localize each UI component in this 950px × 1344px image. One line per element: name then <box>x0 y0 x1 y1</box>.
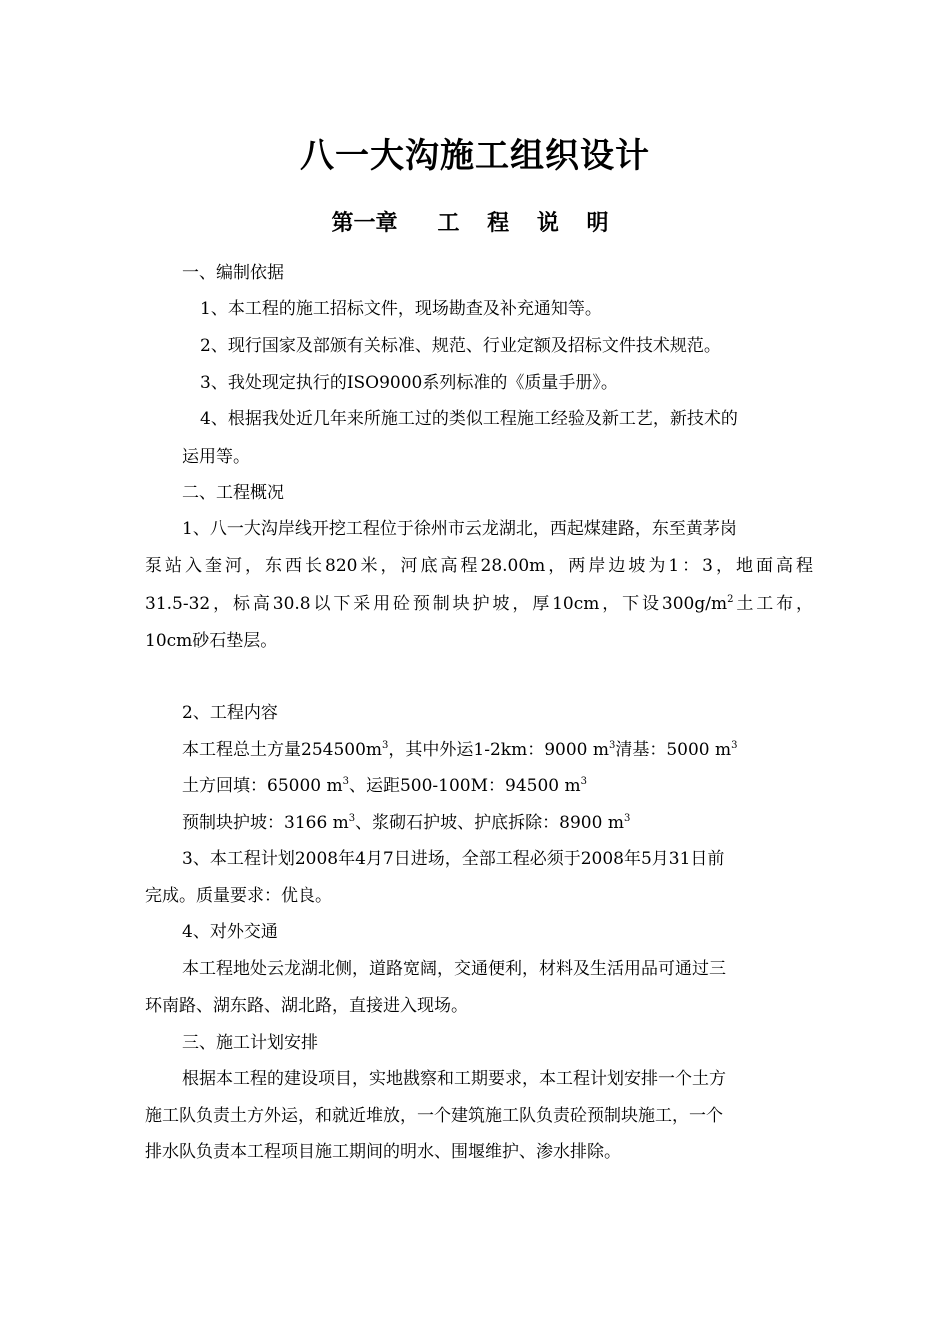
section-heading-content: 2、工程内容 <box>182 703 278 723</box>
traffic-line1: 本工程地处云龙湖北侧，道路宽阔，交通便利，材料及生活用品可通过三 <box>182 959 726 979</box>
document-title: 八一大沟施工组织设计 <box>300 136 650 176</box>
basis-item-4-line2: 运用等。 <box>182 447 250 467</box>
cube-superscript: 3 <box>608 740 616 751</box>
haul-volume: 、运距500-100M：94500 m <box>348 776 581 796</box>
precast-volume: 预制块护坡：3166 m <box>182 813 349 833</box>
content-line3 <box>182 812 862 834</box>
section-heading-plan: 三、施工计划安排 <box>182 1033 318 1053</box>
total-earthwork: 本工程总土方量254500m <box>182 740 383 760</box>
clearing-volume: 清基：5000 m <box>615 740 732 760</box>
cube-superscript: 3 <box>382 740 389 751</box>
demolition-volume: 、浆砌石护坡、护底拆除：8900 m <box>355 813 624 833</box>
cube-superscript: 3 <box>731 740 738 751</box>
content-line1 <box>182 739 862 761</box>
basis-item-2: 2、现行国家及部颁有关标准、规范、行业定额及招标文件技术规范。 <box>200 336 721 356</box>
overview-para-line1: 1、八一大沟岸线开挖工程位于徐州市云龙湖北，西起煤建路，东至黄茅岗 <box>182 519 737 539</box>
schedule-line2: 完成。质量要求：优良。 <box>145 886 332 906</box>
traffic-line2: 环南路、湖东路、湖北路，直接进入现场。 <box>145 996 468 1016</box>
basis-item-1: 1、本工程的施工招标文件，现场勘查及补充通知等。 <box>200 299 602 319</box>
section-heading-basis: 一、编制依据 <box>182 263 284 283</box>
overview-line3-end: 土工布， <box>733 594 814 614</box>
cube-superscript: 3 <box>348 813 356 824</box>
cube-superscript: 3 <box>623 813 631 824</box>
section-heading-traffic: 4、对外交通 <box>182 922 278 942</box>
cube-superscript: 3 <box>580 776 588 787</box>
plan-line1: 根据本工程的建设项目，实地戡察和工期要求，本工程计划安排一个土方 <box>182 1069 726 1089</box>
plan-line2: 施工队负责土方外运，和就近堆放，一个建筑施工队负责砼预制块施工，一个 <box>145 1106 723 1126</box>
backfill-volume: 土方回填：65000 m <box>182 776 343 796</box>
section-heading-overview: 二、工程概况 <box>182 483 284 503</box>
plan-line3: 排水队负责本工程项目施工期间的明水、围堰维护、渗水排除。 <box>145 1142 621 1162</box>
chapter-heading <box>0 206 950 237</box>
overview-para-line2: 泵站入奎河，东西长820米，河底高程28.00m，两岸边坡为1：3，地面高程 <box>145 556 813 576</box>
basis-item-4-line1: 4、根据我处近几年来所施工过的类似工程施工经验及新工艺，新技术的 <box>200 409 738 429</box>
content-line2 <box>182 775 862 797</box>
overview-line3-main: 31.5-32，标高30.8以下采用砼预制块护坡，厚10cm，下设300g/m <box>145 594 728 614</box>
overview-para-line3 <box>145 593 813 615</box>
basis-item-3: 3、我处现定执行的ISO9000系列标准的《质量手册》。 <box>200 373 618 393</box>
schedule-line1: 3、本工程计划2008年4月7日进场，全部工程必须于2008年5月31日前 <box>182 849 725 869</box>
external-transport: ，其中外运1-2km：9000 m <box>388 740 609 760</box>
chapter-number: 第一章 <box>331 210 398 236</box>
overview-para-line4: 10cm砂石垫层。 <box>145 631 278 651</box>
square-superscript: 2 <box>727 594 734 605</box>
cube-superscript: 3 <box>342 776 349 787</box>
chapter-name: 工 程 说 明 <box>437 210 619 236</box>
